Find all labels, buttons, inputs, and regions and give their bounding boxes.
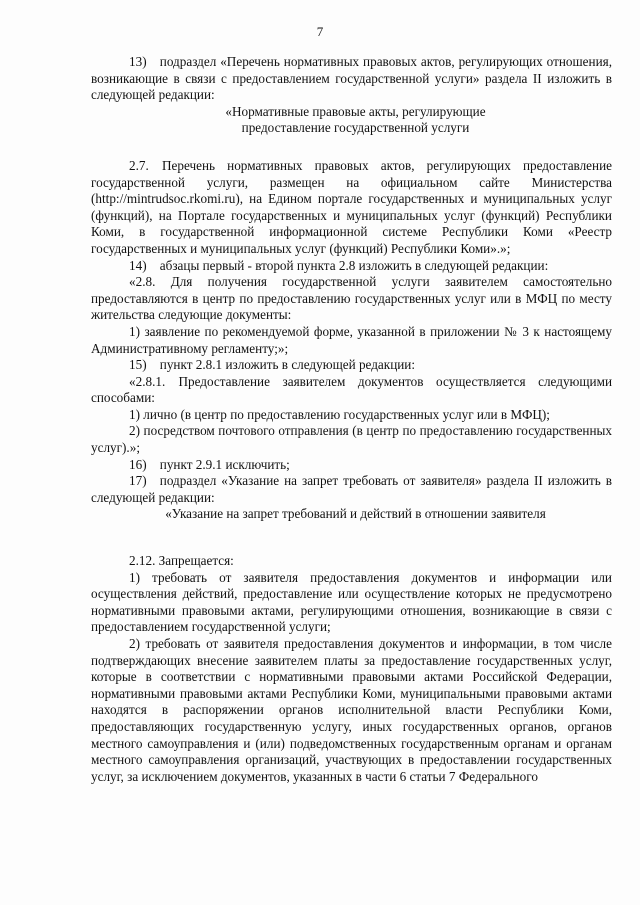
subsection-heading-prohibition: «Указание на запрет требований и действий в отношении заявителя: [165, 506, 546, 522]
paragraph-2-8-1: «2.8.1. Предоставление заявителем документов осуществляется следующими способами:: [91, 373, 612, 406]
paragraph-2-8-item-1: 1) заявление по рекомендуемой форме, указанной в приложении № 3 к настоящему Административному регламенту;»;: [91, 323, 612, 356]
subsection-heading-line-1: «Нормативные правовые акты, регулирующие: [225, 103, 486, 119]
spacer: [91, 137, 612, 158]
paragraph-2-7: 2.7. Перечень нормативных правовых актов, регулирующих предоставление государственной услуги, размещен на официальном сайте Министерства (http://mintrudsoc.rkomi.ru), на Едином портале государственных и муниципальных услуг (функций), на Портале государственных и муниципальных услуг (функций) Республики Коми, в государственной информационной системе Республики Коми «Реестр государственных и муниципальных услуг (функций) Республики Коми».»;: [91, 157, 612, 256]
paragraph-2-12-item-1: 1) требовать от заявителя предоставления документов и информации или осуществления действий, предоставление или осуществление которых не предусмотрено нормативными правовыми актами, регулирующими отношения, возникающие в связи с предоставлением государственной услуги;: [91, 569, 612, 635]
document-body: [91, 54, 612, 785]
paragraph-2-12-item-2: 2) требовать от заявителя предоставления документов и информации, в том числе подтверждающих внесение заявителем платы за предоставление государственных услуг, которые в соответствии с нормативными правовыми актами Российской Федерации, нормативными правовыми актами Республики Коми, муниципальными правовыми актами находятся в распоряжении органов исполнительной власти Республики Коми, предоставляющих государственную услугу, иных государственных органов, органов местного самоуправления и (или) подведомственных государственным органам и органам местного самоуправления организаций, участвующих в предоставлении государственных услуг, за исключением документов, указанных в части 6 статьи 7 Федерального: [91, 636, 612, 784]
paragraph-item-14: 14) абзацы первый - второй пункта 2.8 изложить в следующей редакции:: [129, 257, 549, 273]
paragraph-item-15: 15) пункт 2.8.1 изложить в следующей редакции:: [129, 357, 416, 373]
page-number: 7: [316, 24, 324, 39]
paragraph-item-13: 13) подраздел «Перечень нормативных правовых актов, регулирующих отношения, возникающие в связи с предоставлением государственной услуги» раздела II изложить в следующей редакции:: [91, 54, 612, 103]
paragraph-item-16: 16) пункт 2.9.1 исключить;: [129, 456, 290, 472]
spacer: [91, 523, 612, 553]
paragraph-2-12: 2.12. Запрещается:: [129, 553, 234, 569]
paragraph-2-8-1-item-2: 2) посредством почтового отправления (в центр по предоставлению государственных услуг).»;: [91, 423, 612, 456]
paragraph-2-8-1-item-1: 1) лично (в центр по предоставлению государственных услуг или в МФЦ);: [129, 406, 550, 422]
paragraph-2-8: «2.8. Для получения государственной услуги заявителем самостоятельно предоставляются в центр по предоставлению государственных услуг или в МФЦ по месту жительства следующие документы:: [91, 274, 612, 323]
subsection-heading-line-2: предоставление государственной услуги: [241, 120, 470, 136]
paragraph-item-17: 17) подраздел «Указание на запрет требовать от заявителя» раздела II изложить в следующей редакции:: [91, 473, 612, 505]
